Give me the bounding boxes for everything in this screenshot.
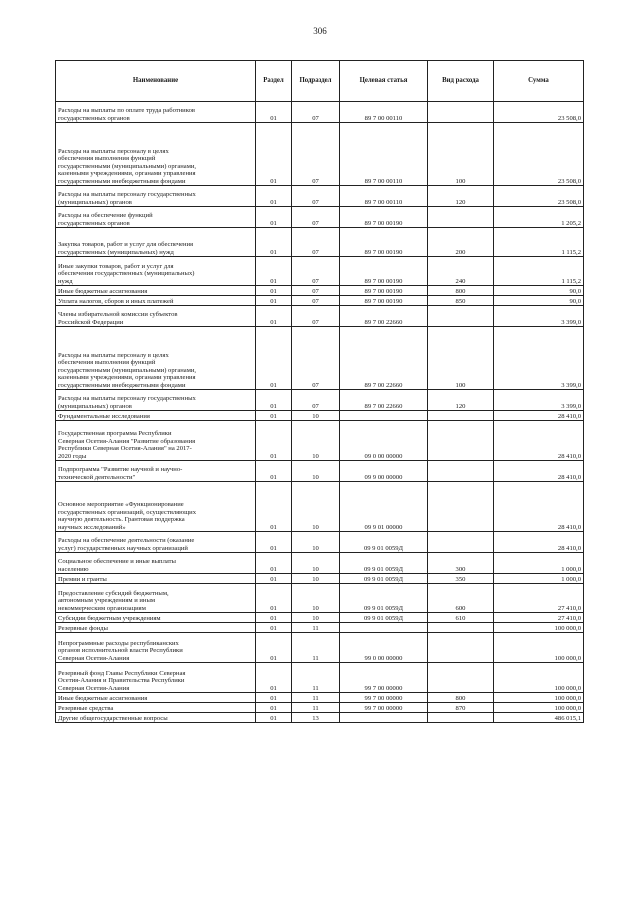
row-target: 89 7 00 00190 (340, 207, 428, 228)
row-name: Иные бюджетные ассигнования (56, 286, 256, 296)
row-subsection: 07 (292, 228, 340, 257)
header-name: Наименование (56, 61, 256, 102)
row-name: Резервные фонды (56, 623, 256, 633)
table-row (56, 296, 584, 306)
row-amount: 27 410,0 (494, 613, 584, 623)
row-amount: 23 508,0 (494, 123, 584, 186)
row-subsection: 07 (292, 123, 340, 186)
row-amount: 100 000,0 (494, 703, 584, 713)
row-amount: 28 410,0 (494, 411, 584, 421)
row-section: 01 (256, 584, 292, 613)
table-row (56, 257, 584, 286)
row-target: 89 7 00 22660 (340, 327, 428, 390)
table-row (56, 693, 584, 703)
row-target: 89 7 00 22660 (340, 306, 428, 327)
row-section: 01 (256, 693, 292, 703)
row-section: 01 (256, 613, 292, 623)
row-section: 01 (256, 461, 292, 482)
row-amount: 1 115,2 (494, 257, 584, 286)
row-subsection: 10 (292, 553, 340, 574)
row-name: Расходы на выплаты персоналу государственных (муниципальных) органов (56, 186, 256, 207)
row-expense-type (428, 421, 494, 461)
row-name: Предоставление субсидий бюджетным, автономным учреждениям и иным некоммерческим организациям (56, 584, 256, 613)
row-expense-type (428, 633, 494, 663)
row-subsection: 10 (292, 421, 340, 461)
table-row (56, 461, 584, 482)
row-amount: 90,0 (494, 286, 584, 296)
table-row (56, 123, 584, 186)
row-target: 89 7 00 00110 (340, 186, 428, 207)
row-amount: 90,0 (494, 296, 584, 306)
row-name: Субсидии бюджетным учреждениям (56, 613, 256, 623)
table-header-row (56, 61, 584, 102)
table-row (56, 482, 584, 532)
row-amount: 100 000,0 (494, 693, 584, 703)
row-subsection: 10 (292, 584, 340, 613)
row-expense-type: 200 (428, 228, 494, 257)
row-amount: 23 508,0 (494, 102, 584, 123)
row-name: Фундаментальные исследования (56, 411, 256, 421)
row-name: Расходы на обеспечение деятельности (оказание услуг) государственных научных организаций (56, 532, 256, 553)
row-amount: 1 000,0 (494, 553, 584, 574)
row-name: Иные закупки товаров, работ и услуг для обеспечения государственных (муниципальных) нужд (56, 257, 256, 286)
budget-table (55, 60, 584, 723)
row-name: Основное мероприятие «Функционирование государственных организаций, осуществляющих научную деятельность. Грантовая поддержка научных исследований» (56, 482, 256, 532)
row-section: 01 (256, 123, 292, 186)
row-subsection: 07 (292, 306, 340, 327)
row-subsection: 10 (292, 411, 340, 421)
header-target: Целевая статья (340, 61, 428, 102)
table-row (56, 102, 584, 123)
row-name: Премии и гранты (56, 574, 256, 584)
row-amount: 3 399,0 (494, 390, 584, 411)
header-subsection: Подраздел (292, 61, 340, 102)
row-amount: 23 508,0 (494, 186, 584, 207)
table-row (56, 584, 584, 613)
row-amount: 28 410,0 (494, 532, 584, 553)
row-name: Другие общегосударственные вопросы (56, 713, 256, 723)
row-subsection: 07 (292, 286, 340, 296)
row-expense-type (428, 411, 494, 421)
row-subsection: 07 (292, 186, 340, 207)
row-section: 01 (256, 663, 292, 693)
header-amount: Сумма (494, 61, 584, 102)
row-subsection: 07 (292, 207, 340, 228)
row-target: 89 7 00 00110 (340, 102, 428, 123)
row-expense-type: 850 (428, 296, 494, 306)
table-row (56, 411, 584, 421)
row-subsection: 10 (292, 482, 340, 532)
row-name: Государственная программа Республики Северная Осетия-Алания "Развитие образования Республики Северная Осетия-Алания" на 2017- 2020 годы (56, 421, 256, 461)
row-expense-type (428, 623, 494, 633)
row-name: Иные бюджетные ассигнования (56, 693, 256, 703)
row-expense-type: 800 (428, 286, 494, 296)
row-section: 01 (256, 633, 292, 663)
row-section: 01 (256, 286, 292, 296)
table-row (56, 532, 584, 553)
row-section: 01 (256, 102, 292, 123)
row-target: 89 7 00 00190 (340, 228, 428, 257)
row-name: Расходы на выплаты персоналу государственных (муниципальных) органов (56, 390, 256, 411)
page-number: 306 (313, 26, 327, 36)
row-name: Расходы на обеспечение функций государственных органов (56, 207, 256, 228)
table-row (56, 207, 584, 228)
row-subsection: 10 (292, 574, 340, 584)
row-section: 01 (256, 421, 292, 461)
row-subsection: 07 (292, 257, 340, 286)
row-subsection: 10 (292, 613, 340, 623)
row-target: 89 7 00 00190 (340, 257, 428, 286)
row-amount: 100 000,0 (494, 663, 584, 693)
row-expense-type: 100 (428, 327, 494, 390)
row-section: 01 (256, 713, 292, 723)
row-expense-type: 600 (428, 584, 494, 613)
row-name: Члены избирательной комиссии субъектов Российской Федерации (56, 306, 256, 327)
row-amount: 3 399,0 (494, 327, 584, 390)
row-amount: 3 399,0 (494, 306, 584, 327)
table-row (56, 553, 584, 574)
row-target (340, 411, 428, 421)
row-section: 01 (256, 296, 292, 306)
table-row (56, 286, 584, 296)
row-target: 09 9 01 0059Д (340, 532, 428, 553)
row-subsection: 11 (292, 693, 340, 703)
row-name: Подпрограмма "Развитие научной и научно- технической деятельности" (56, 461, 256, 482)
row-section: 01 (256, 574, 292, 584)
table-row (56, 421, 584, 461)
row-expense-type (428, 102, 494, 123)
row-target: 89 7 00 22660 (340, 390, 428, 411)
row-expense-type: 300 (428, 553, 494, 574)
table-row (56, 186, 584, 207)
header-section: Раздел (256, 61, 292, 102)
row-section: 01 (256, 306, 292, 327)
row-target: 89 7 00 00190 (340, 286, 428, 296)
row-name: Расходы на выплаты по оплате труда работников государственных органов (56, 102, 256, 123)
row-name: Закупка товаров, работ и услуг для обеспечения государственных (муниципальных) нужд (56, 228, 256, 257)
row-section: 01 (256, 703, 292, 713)
row-expense-type (428, 532, 494, 553)
row-section: 01 (256, 532, 292, 553)
row-name: Резервные средства (56, 703, 256, 713)
table-row (56, 703, 584, 713)
row-section: 01 (256, 411, 292, 421)
table-row (56, 663, 584, 693)
row-subsection: 13 (292, 713, 340, 723)
row-amount: 1 000,0 (494, 574, 584, 584)
row-section: 01 (256, 623, 292, 633)
row-target: 99 7 00 00000 (340, 693, 428, 703)
row-section: 01 (256, 257, 292, 286)
row-name: Уплата налогов, сборов и иных платежей (56, 296, 256, 306)
row-expense-type (428, 713, 494, 723)
row-expense-type (428, 482, 494, 532)
row-target: 09 9 00 00000 (340, 461, 428, 482)
row-expense-type: 100 (428, 123, 494, 186)
row-target: 99 7 00 00000 (340, 703, 428, 713)
row-expense-type (428, 306, 494, 327)
row-subsection: 07 (292, 390, 340, 411)
table-row (56, 574, 584, 584)
table-row (56, 327, 584, 390)
table-row (56, 228, 584, 257)
row-amount: 28 410,0 (494, 461, 584, 482)
row-amount: 1 115,2 (494, 228, 584, 257)
row-subsection: 11 (292, 633, 340, 663)
row-target: 89 7 00 00190 (340, 296, 428, 306)
row-expense-type: 800 (428, 693, 494, 703)
row-section: 01 (256, 186, 292, 207)
row-target: 09 9 01 0059Д (340, 574, 428, 584)
row-name: Непрограммные расходы республиканских органов исполнительной власти Республики Северная Осетия-Алания (56, 633, 256, 663)
table-row (56, 623, 584, 633)
row-section: 01 (256, 207, 292, 228)
row-target: 09 9 01 0059Д (340, 584, 428, 613)
table-row (56, 306, 584, 327)
row-subsection: 11 (292, 623, 340, 633)
table-row (56, 633, 584, 663)
row-subsection: 07 (292, 102, 340, 123)
row-expense-type (428, 461, 494, 482)
row-name: Социальное обеспечение и иные выплаты населению (56, 553, 256, 574)
row-target: 09 9 01 0059Д (340, 553, 428, 574)
row-expense-type (428, 207, 494, 228)
table-row (56, 390, 584, 411)
row-expense-type: 610 (428, 613, 494, 623)
row-amount: 100 000,0 (494, 633, 584, 663)
row-target: 99 0 00 00000 (340, 633, 428, 663)
row-section: 01 (256, 482, 292, 532)
row-subsection: 11 (292, 703, 340, 713)
row-amount: 28 410,0 (494, 421, 584, 461)
row-subsection: 10 (292, 461, 340, 482)
row-expense-type: 350 (428, 574, 494, 584)
row-target: 89 7 00 00110 (340, 123, 428, 186)
row-subsection: 07 (292, 327, 340, 390)
table-row (56, 613, 584, 623)
row-expense-type: 120 (428, 390, 494, 411)
row-expense-type: 240 (428, 257, 494, 286)
row-name: Резервный фонд Главы Республики Северная Осетия-Алания и Правительства Республики Северная Осетия-Алания (56, 663, 256, 693)
row-amount: 1 205,2 (494, 207, 584, 228)
row-amount: 486 015,1 (494, 713, 584, 723)
row-subsection: 07 (292, 296, 340, 306)
row-section: 01 (256, 228, 292, 257)
row-expense-type (428, 663, 494, 693)
row-amount: 28 410,0 (494, 482, 584, 532)
row-subsection: 10 (292, 532, 340, 553)
row-target: 09 9 01 00000 (340, 482, 428, 532)
row-target: 09 0 00 00000 (340, 421, 428, 461)
row-amount: 100 000,0 (494, 623, 584, 633)
row-target: 09 9 01 0059Д (340, 613, 428, 623)
header-expense-type: Вид расхода (428, 61, 494, 102)
row-section: 01 (256, 327, 292, 390)
row-expense-type: 120 (428, 186, 494, 207)
row-name: Расходы на выплаты персоналу в целях обеспечения выполнения функций государственными (муниципальными) органами, казенными учреждениями, органами управления государственными внебюджетными фондами (56, 327, 256, 390)
row-subsection: 11 (292, 663, 340, 693)
table-row (56, 713, 584, 723)
row-expense-type: 870 (428, 703, 494, 713)
row-section: 01 (256, 390, 292, 411)
row-name: Расходы на выплаты персоналу в целях обеспечения выполнения функций государственными (муниципальными) органами, казенными учреждениями, органами управления государственными внебюджетными фондами (56, 123, 256, 186)
row-amount: 27 410,0 (494, 584, 584, 613)
row-target: 99 7 00 00000 (340, 663, 428, 693)
row-target (340, 623, 428, 633)
row-target (340, 713, 428, 723)
row-section: 01 (256, 553, 292, 574)
